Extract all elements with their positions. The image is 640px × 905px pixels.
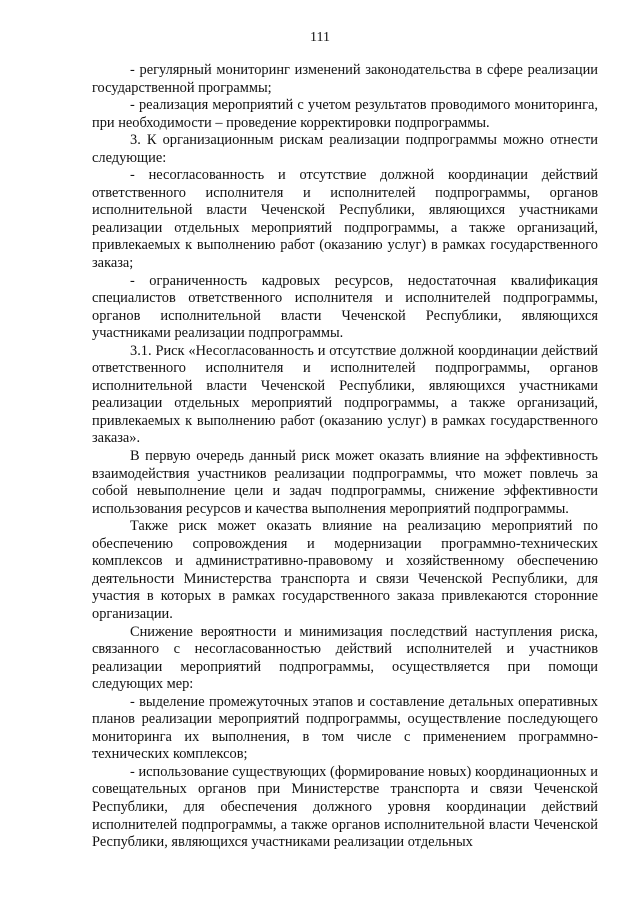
paragraph: 3.1. Риск «Несогласованность и отсутствие должной координации действий ответственного исполнителя и исполнителей подпрограммы, органов исполнительной власти Чеченской Республики, являющихся участниками реализации отдельных мероприятий подпрограммы, а также организаций, привлекаемых к выполнению работ (оказанию услуг) в рамках государственного заказа». — [92, 342, 598, 447]
paragraph: Снижение вероятности и минимизация последствий наступления риска, связанного с несогласованностью действий исполнителей и участников реализации мероприятий подпрограммы, осуществляется при помощи следующих мер: — [92, 623, 598, 693]
paragraph: - реализация мероприятий с учетом результатов проводимого мониторинга, при необходимости – проведение корректировки подпрограммы. — [92, 97, 598, 131]
paragraph: - регулярный мониторинг изменений законодательства в сфере реализации государственной программы; — [92, 62, 598, 96]
paragraph: - несогласованность и отсутствие должной координации действий ответственного исполнителя и исполнителей подпрограммы, органов исполнительной власти Чеченской Республики, являющихся участниками реализации отдельных мероприятий подпрограммы, а также организаций, привлекаемых к выполнению работ (оказанию услуг) в рамках государственного заказа; — [92, 167, 598, 272]
page-number: 111 — [310, 30, 330, 45]
paragraph: В первую очередь данный риск может оказать влияние на эффективность взаимодействия участников реализации подпрограммы, что может повлечь за собой невыполнение цели и задач подпрограммы, снижение эффективности использования ресурсов и качества выполнения мероприятий подпрограммы. — [92, 448, 598, 517]
paragraph: 3. К организационным рискам реализации подпрограммы можно отнести следующие: — [92, 132, 598, 166]
body-text — [92, 62, 598, 852]
paragraph: Также риск может оказать влияние на реализацию мероприятий по обеспечению сопровождения и модернизации программно-технических комплексов и административно-правовому и хозяйственному обеспечению деятельности Министерства транспорта и связи Чеченской Республики, для участия в которых в рамках государственного заказа привлекаются сторонние организации. — [92, 518, 598, 622]
paragraph: - выделение промежуточных этапов и составление детальных оперативных планов реализации мероприятий подпрограммы, осуществление последующего мониторинга их выполнения, в том числе с применением программно-технических комплексов; — [92, 693, 598, 763]
paragraph: - ограниченность кадровых ресурсов, недостаточная квалификация специалистов ответственного исполнителя и исполнителей подпрограммы, органов исполнительной власти Чеченской Республики, являющихся участниками реализации подпрограммы. — [92, 272, 598, 342]
paragraph: - использование существующих (формирование новых) координационных и совещательных органов при Министерстве транспорта и связи Чеченской Республики, для обеспечения должного уровня координации действий исполнителей подпрограммы, а также органов исполнительной власти Чеченской Республики, являющихся участниками реализации отдельных — [92, 763, 598, 851]
